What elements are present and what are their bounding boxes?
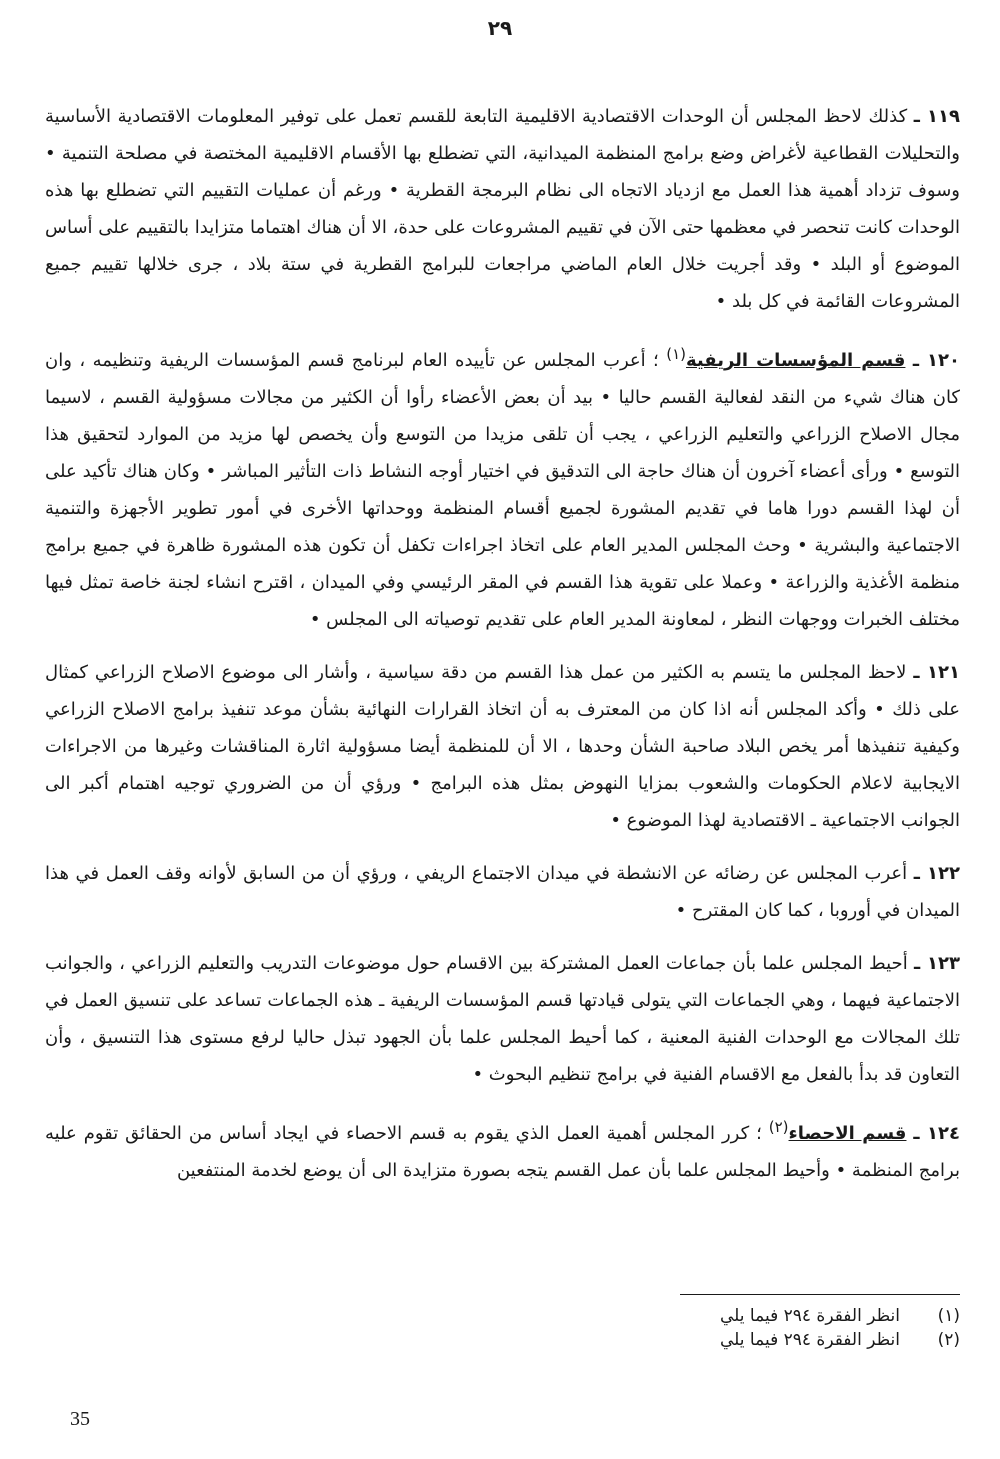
paragraph-119 — [45, 98, 960, 320]
paragraph-124 — [45, 1109, 960, 1189]
paragraph-text: ؛ كرر المجلس أهمية العمل الذي يقوم به قسم الاحصاء في ايجاد أساس من الحقائق تقوم عليه برامج المنظمة • وأحيط المجلس علما بأن عمل القسم يتجه بصورة متزايدة الى أن يوضع لخدمة المنتفعين — [45, 1123, 960, 1181]
paragraph-text: كذلك لاحظ المجلس أن الوحدات الاقتصادية الاقليمية التابعة للقسم تعمل على توفير المعلومات الاقتصادية الأساسية والتحليلات القطاعية لأغراض وضع برامج المنظمة الميدانية، التي تضطلع بها الأقسام الاقليمية المختصة في مصلحة التنمية • وسوف تزداد أهمية هذا العمل مع ازدياد الاتجاه الى نظام البرمجة القطرية • ورغم أن عمليات التقييم التي تضطلع بها هذه الوحدات كانت تنحصر في معظمها حتى الآن في تقييم المشروعات على حدة، الا أن هناك اهتماما متزايدا بالتقييم على أساس الموضوع أو البلد • وقد أجريت خلال العام الماضي مراجعات للبرامج القطرية في ستة بلاد ، جرى خلالها تقييم جميع المشروعات القائمة في كل بلد • — [45, 106, 960, 312]
page-number-top: ٢٩ — [487, 16, 513, 40]
paragraph-number: ١٢٤ ـ — [913, 1123, 960, 1144]
paragraph-number: ١١٩ ـ — [913, 106, 960, 127]
paragraph-text: أحيط المجلس علما بأن جماعات العمل المشتركة بين الاقسام حول موضوعات التدريب والتعليم الزراعي ، والجوانب الاجتماعية فيهما ، وهي الجماعات التي يتولى قيادتها قسم المؤسسات الريفية ـ هذه الجماعات تساعد على تنسيق العمل في تلك المجالات مع الوحدات الفنية المعنية ، كما أحيط المجلس علما بأن الجهود تبذل حاليا لرفع مستوى هذا التنسيق ، وأن التعاون قد بدأ بالفعل مع الاقسام الفنية في برامج تنظيم البحوث • — [45, 953, 960, 1085]
page-number-bottom: 35 — [70, 1408, 90, 1430]
paragraph-text: أعرب المجلس عن رضائه عن الانشطة في ميدان الاجتماع الريفي ، ورؤي أن من السابق لأوانه وقف العمل في هذا الميدان في أوروبا ، كما كان المقترح • — [45, 863, 960, 921]
footnote-text: انظر الفقرة ٢٩٤ فيما يلي — [720, 1306, 900, 1326]
paragraph-number: ١٢٣ ـ — [914, 953, 960, 974]
paragraph-text: لاحظ المجلس ما يتسم به الكثير من عمل هذا القسم من دقة سياسية ، وأشار الى موضوع الاصلاح الزراعي كمثال على ذلك • وأكد المجلس أنه اذا كان من المعترف به أن اتخاذ القرارات النهائية بشأن موعد تنفيذ برامج الاصلاح الزراعي وكيفية تنفيذها أمر يخص البلاد صاحبة الشأن وحدها ، الا أن للمنظمة أيضا مسؤولية اثارة المناقشات وغيرها من الاجراءات الايجابية لاعلام الحكومات والشعوب بمزايا النهوض بمثل هذه البرامج • ورؤي أن من الضروري توجيه اهتمام أكبر الى الجوانب الاجتماعية ـ الاقتصادية لهذا الموضوع • — [45, 662, 960, 831]
footnotes — [460, 1304, 960, 1352]
paragraph-number: ١٢٠ ـ — [912, 350, 960, 371]
section-heading-statistics: قسم الاحصاء — [788, 1123, 907, 1144]
paragraph-text: ؛ أعرب المجلس عن تأييده العام لبرنامج قسم المؤسسات الريفية وتنظيمه ، وان كان هناك شيء من النقد لفعالية القسم حاليا • بيد أن بعض الأعضاء رأوا أن الكثير من مجالات مسؤولية القسم ، لاسيما مجال الاصلاح الزراعي والتعليم الزراعي ، يجب أن تلقى مزيدا من التوسع وأن يخصص لها مزيد من الموارد لتحقيق هذا التوسع • ورأى أعضاء آخرون أن هناك حاجة الى التدقيق في اختيار أوجه النشاط ذات التأثير المباشر • وكان هناك تأكيد على أن لهذا القسم دورا هاما في تقديم المشورة لجميع أقسام المنظمة ووحداتها الأخرى في أمور تطوير الأجهزة والتنمية الاجتماعية والبشرية • وحث المجلس المدير العام على اتخاذ اجراءات تكفل أن تكون هذه المشورة ظاهرة في جميع برامج منظمة الأغذية والزراعة • وعملا على تقوية هذا القسم في المقر الرئيسي وفي الميدان ، اقترح انشاء لجنة خاصة تمثل فيها مختلف الخبرات ووجهات النظر ، لمعاونة المدير العام على تقديم توصياته الى المجلس • — [45, 350, 960, 630]
footnote-ref: (١) — [666, 345, 686, 363]
paragraph-120 — [45, 336, 960, 638]
paragraph-121 — [45, 654, 960, 839]
footnote-2 — [460, 1328, 960, 1352]
paragraph-122 — [45, 855, 960, 929]
footnote-divider — [680, 1294, 960, 1295]
paragraph-number: ١٢٢ ـ — [913, 863, 960, 884]
paragraph-123 — [45, 945, 960, 1093]
body-text — [45, 98, 960, 1205]
footnote-text: انظر الفقرة ٢٩٤ فيما يلي — [720, 1330, 900, 1350]
section-heading-rural-institutions: قسم المؤسسات الريفية — [686, 350, 906, 371]
paragraph-number: ١٢١ ـ — [913, 662, 960, 683]
footnote-marker: (٢) — [937, 1330, 960, 1350]
footnote-marker: (١) — [937, 1306, 960, 1326]
footnote-ref: (٢) — [768, 1118, 789, 1136]
footnote-1 — [460, 1304, 960, 1328]
